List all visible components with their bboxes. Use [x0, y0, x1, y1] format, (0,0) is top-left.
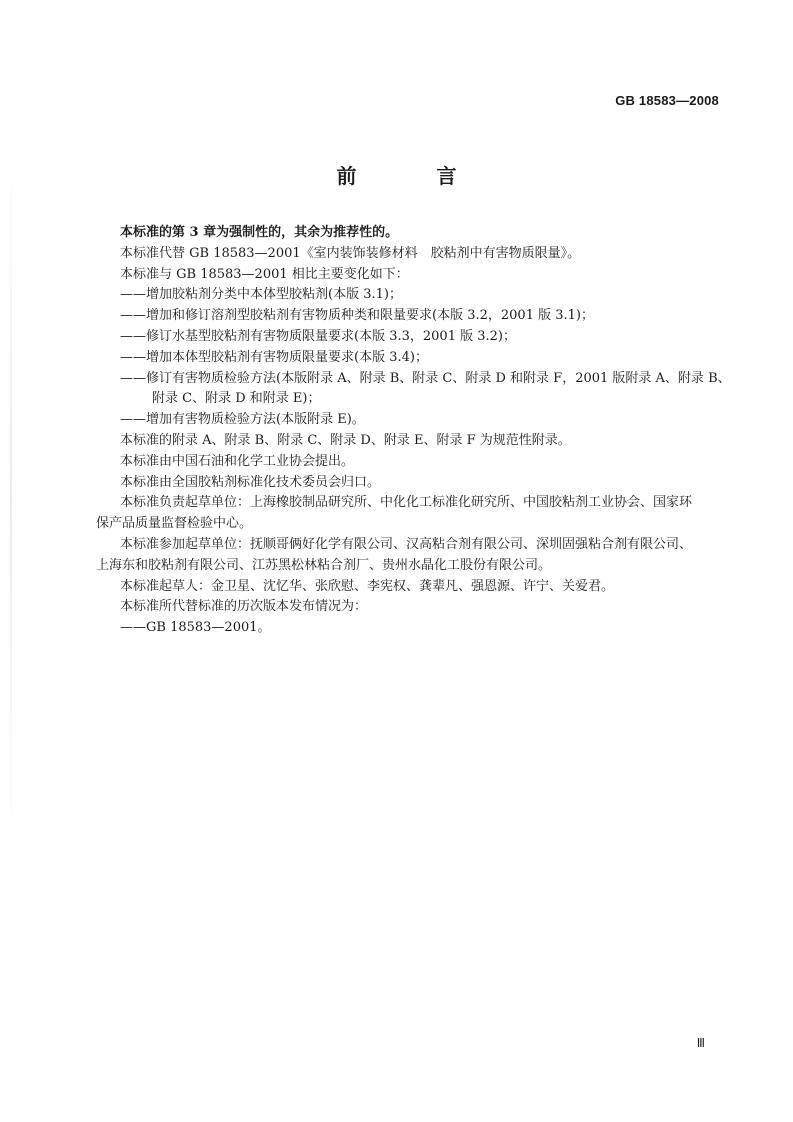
- foreword-body: [96, 223, 731, 639]
- list-item-change: ——增加有害物质检验方法(本版附录 E)。: [120, 412, 365, 428]
- paragraph-proposed-by: 本标准由中国石油和化学工业协会提出。: [120, 453, 355, 469]
- page-number: Ⅲ: [696, 1036, 705, 1050]
- list-item-change: ——修订有害物质检验方法(本版附录 A、附录 B、附录 C、附录 D 和附录 F，2001 版附录 A、附录 B、: [120, 370, 731, 386]
- paragraph-participating-units: 本标准参加起草单位：抚顺哥俩好化学有限公司、汉高粘合剂有限公司、深圳固强粘合剂有限公司、: [120, 536, 693, 552]
- paragraph-drafting-units-continuation: 保产品质量监督检验中心。: [96, 516, 253, 532]
- standard-code-header: GB 18583—2008: [615, 93, 719, 108]
- list-item-change: ——修订水基型胶粘剂有害物质限量要求(本版 3.3，2001 版 3.2)；: [120, 328, 516, 344]
- paragraph-normative-annexes: 本标准的附录 A、附录 B、附录 C、附录 D、附录 E、附录 F 为规范性附录。: [120, 432, 571, 448]
- paragraph-drafting-units: 本标准负责起草单位：上海橡胶制品研究所、中化化工标准化研究所、中国胶粘剂工业协会、国家环: [120, 495, 693, 511]
- scan-edge-shadow: [10, 150, 12, 850]
- paragraph-replaces: 本标准代替 GB 18583—2001《室内装饰装修材料 胶粘剂中有害物质限量》。: [120, 245, 581, 261]
- list-item-change: ——增加和修订溶剂型胶粘剂有害物质种类和限量要求(本版 3.2，2001 版 3.1)；: [120, 308, 594, 324]
- paragraph-changes-intro: 本标准与 GB 18583—2001 相比主要变化如下：: [120, 266, 409, 282]
- list-item-previous-edition: ——GB 18583—2001。: [120, 620, 271, 636]
- paragraph-previous-editions: 本标准所代替标准的历次版本发布情况为：: [120, 599, 368, 615]
- list-item-change: ——增加胶粘剂分类中本体型胶粘剂(本版 3.1)；: [120, 287, 402, 303]
- list-item-change-continuation: 附录 C、附录 D 和附录 E)；: [152, 391, 321, 407]
- paragraph-drafters: 本标准起草人：金卫星、沈忆华、张欣慰、李宪权、龚辈凡、强恩源、许宁、关爱君。: [120, 578, 615, 594]
- page-title: 前 言: [336, 164, 487, 188]
- paragraph-participating-units-continuation: 上海东和胶粘剂有限公司、江苏黑松林粘合剂厂、贵州水晶化工股份有限公司。: [96, 557, 552, 573]
- paragraph-mandatory-chapter: 本标准的第 3 章为强制性的，其余为推荐性的。: [120, 225, 399, 240]
- paragraph-under-jurisdiction: 本标准由全国胶粘剂标准化技术委员会归口。: [120, 474, 381, 490]
- list-item-change: ——增加本体型胶粘剂有害物质限量要求(本版 3.4)；: [120, 349, 428, 365]
